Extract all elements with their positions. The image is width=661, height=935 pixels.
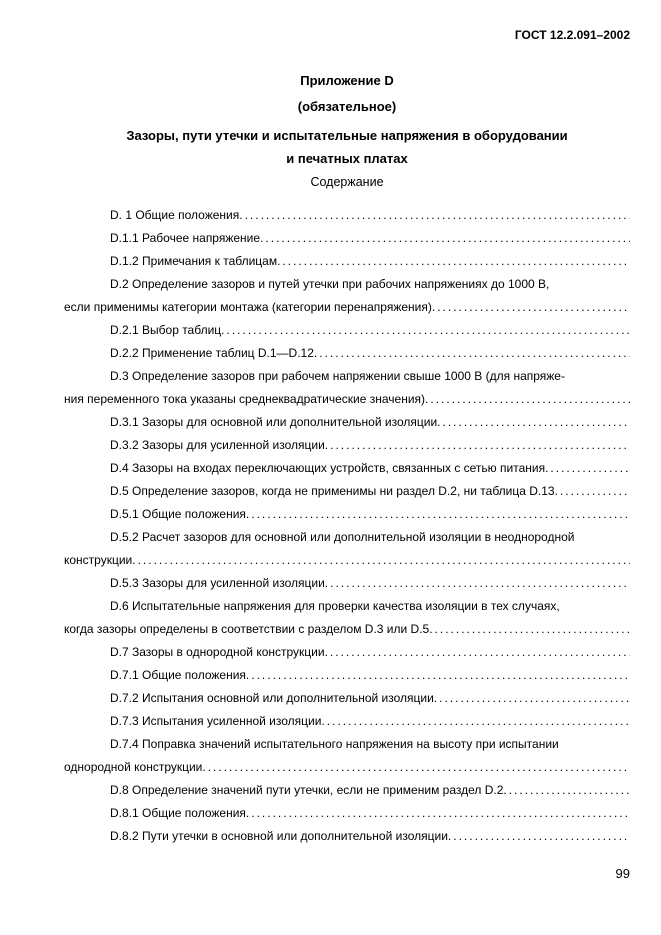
- dot-leader: [246, 806, 630, 820]
- toc-line: [64, 664, 630, 687]
- toc-entry-text: D.6 Испытательные напряжения для проверки качества изоляции в тех случаях,: [110, 599, 560, 613]
- toc-line: [64, 825, 630, 848]
- dot-leader: [434, 691, 630, 705]
- toc-line: [64, 756, 630, 779]
- toc-entry-text: если применимы категории монтажа (категории перенапряжения): [64, 300, 432, 314]
- standard-reference: ГОСТ 12.2.091–2002: [514, 28, 630, 42]
- toc-entry-text: D.3 Определение зазоров при рабочем напряжении свыше 1000 В (для напряже-: [110, 369, 565, 383]
- page-number: 99: [615, 866, 630, 881]
- toc-entry-text: D.2.1 Выбор таблиц: [110, 323, 222, 337]
- toc-line: [64, 710, 630, 733]
- toc-line: [64, 388, 630, 411]
- dot-leader: [437, 415, 630, 429]
- toc-line: [64, 618, 630, 641]
- toc-line: [64, 273, 630, 296]
- dot-leader: [425, 392, 630, 406]
- toc-entry-text: D.5 Определение зазоров, когда не применимы ни раздел D.2, ни таблица D.13: [110, 484, 555, 498]
- appendix-label: Приложение D: [300, 73, 394, 88]
- toc-line: [64, 227, 630, 250]
- toc-line: [64, 250, 630, 273]
- toc-entry-text: D.7.4 Поправка значений испытательного напряжения на высоту при испытании: [110, 737, 559, 751]
- dot-leader: [246, 507, 630, 521]
- toc-entry-text: D.2 Определение зазоров и путей утечки при рабочих напряжениях до 1000 В,: [110, 277, 550, 291]
- toc-line: [64, 480, 630, 503]
- toc-entry-text: D.1.2 Примечания к таблицам: [110, 254, 278, 268]
- dot-leader: [545, 461, 630, 475]
- dot-leader: [432, 300, 630, 314]
- toc-line: [64, 319, 630, 342]
- dot-leader: [132, 553, 630, 567]
- toc-line: [64, 342, 630, 365]
- toc-entry-text: однородной конструкции: [64, 760, 203, 774]
- toc-entry-text: конструкции: [64, 553, 133, 567]
- dot-leader: [325, 576, 630, 590]
- toc-line: [64, 595, 630, 618]
- dot-leader: [314, 346, 630, 360]
- table-of-contents: [64, 204, 630, 848]
- dot-leader: [277, 254, 630, 268]
- toc-line: [64, 411, 630, 434]
- toc-line: [64, 457, 630, 480]
- toc-line: [64, 572, 630, 595]
- toc-entry-text: D.7.1 Общие положения: [110, 668, 246, 682]
- dot-leader: [325, 645, 630, 659]
- appendix-title-line1: Зазоры, пути утечки и испытательные напряжения в оборудовании: [126, 128, 568, 143]
- toc-line: [64, 296, 630, 319]
- dot-leader: [239, 208, 630, 222]
- toc-entry-text: D.8.1 Общие положения: [110, 806, 246, 820]
- dot-leader: [555, 484, 630, 498]
- toc-line: [64, 687, 630, 710]
- toc-line: [64, 204, 630, 227]
- toc-entry-text: D.7.3 Испытания усиленной изоляции: [110, 714, 322, 728]
- toc-entry-text: ния переменного тока указаны среднеквадратические значения): [64, 392, 426, 406]
- dot-leader: [246, 668, 630, 682]
- page-content: [64, 0, 630, 848]
- toc-entry-text: D.5.1 Общие положения: [110, 507, 246, 521]
- dot-leader: [325, 438, 630, 452]
- toc-entry-text: D.8 Определение значений пути утечки, если не применим раздел D.2: [110, 783, 504, 797]
- toc-entry-text: D.7.2 Испытания основной или дополнительной изоляции: [110, 691, 434, 705]
- toc-entry-text: D. 1 Общие положения: [110, 208, 240, 222]
- dot-leader: [321, 714, 630, 728]
- dot-leader: [448, 829, 630, 843]
- dot-leader: [221, 323, 630, 337]
- toc-entry-text: D.3.1 Зазоры для основной или дополнительной изоляции: [110, 415, 438, 429]
- dot-leader: [260, 231, 630, 245]
- toc-entry-text: D.5.2 Расчет зазоров для основной или дополнительной изоляции в неоднородной: [110, 530, 575, 544]
- toc-line: [64, 779, 630, 802]
- toc-line: [64, 641, 630, 664]
- toc-line: [64, 503, 630, 526]
- toc-entry-text: D.3.2 Зазоры для усиленной изоляции: [110, 438, 325, 452]
- toc-entry-text: когда зазоры определены в соответствии с разделом D.3 или D.5: [64, 622, 430, 636]
- toc-line: [64, 802, 630, 825]
- toc-entry-text: D.8.2 Пути утечки в основной или дополнительной изоляции: [110, 829, 448, 843]
- toc-line: [64, 549, 630, 572]
- toc-line: [64, 365, 630, 388]
- toc-entry-text: D.7 Зазоры в однородной конструкции: [110, 645, 325, 659]
- dot-leader: [429, 622, 630, 636]
- dot-leader: [503, 783, 630, 797]
- dot-leader: [202, 760, 630, 774]
- toc-entry-text: D.5.3 Зазоры для усиленной изоляции: [110, 576, 325, 590]
- toc-line: [64, 526, 630, 549]
- appendix-status: (обязательное): [297, 99, 397, 114]
- appendix-title-line2: и печатных платах: [286, 151, 408, 166]
- toc-line: [64, 434, 630, 457]
- toc-entry-text: D.1.1 Рабочее напряжение: [110, 231, 261, 245]
- contents-heading: Содержание: [310, 175, 384, 189]
- toc-line: [64, 733, 630, 756]
- toc-entry-text: D.2.2 Применение таблиц D.1—D.12: [110, 346, 314, 360]
- toc-entry-text: D.4 Зазоры на входах переключающих устройств, связанных с сетью питания: [110, 461, 546, 475]
